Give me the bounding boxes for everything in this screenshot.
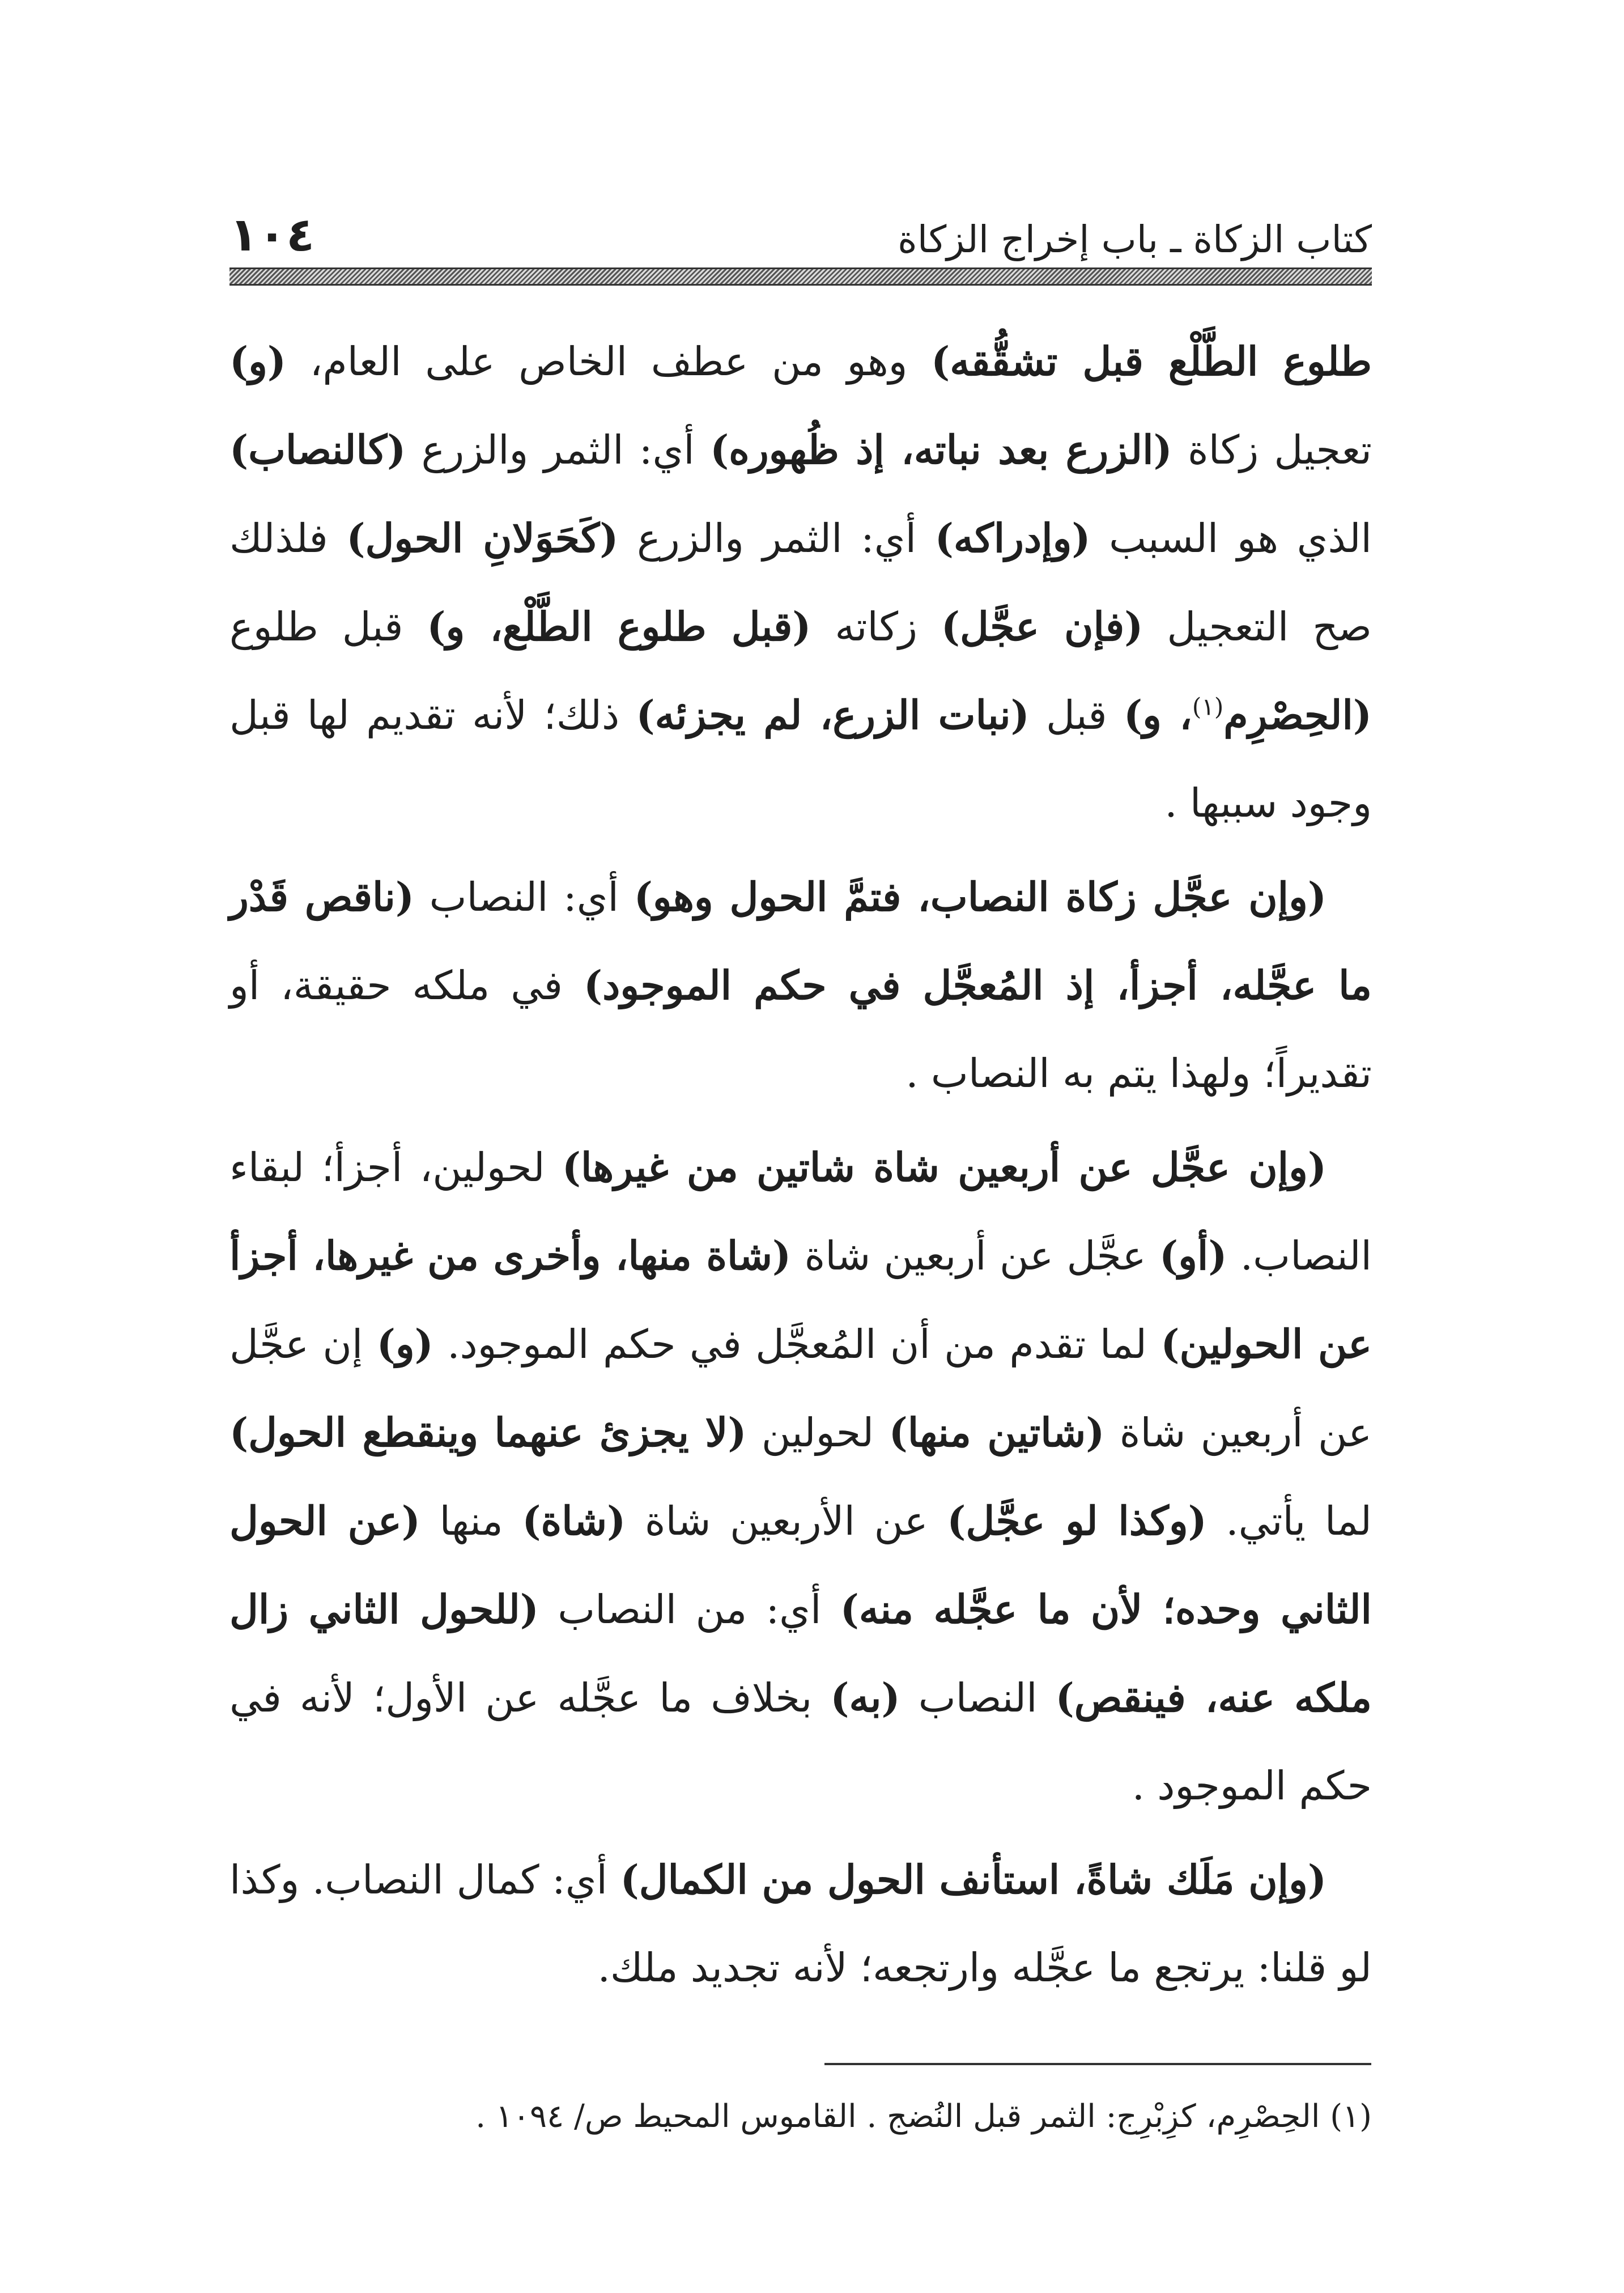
matn-text: (للحول الثاني زال ملكه عنه، فينقص) <box>229 1586 1372 1721</box>
commentary-text: تعجيل زكاة <box>1172 427 1372 473</box>
paragraph <box>229 1123 1372 1830</box>
commentary-text: وهو من عطف الخاص على العام، <box>286 338 932 385</box>
matn-text: (وإن مَلَك شاةً، استأنف الحول من الكمال) <box>620 1856 1327 1903</box>
main-text <box>229 317 1372 2018</box>
commentary-text: أي: من النصاب <box>538 1586 840 1633</box>
matn-text: (أو) <box>1159 1232 1227 1279</box>
commentary-text: عن الأربعين شاة <box>626 1498 947 1544</box>
commentary-text: قبل <box>1029 692 1124 738</box>
header-rule <box>229 267 1372 286</box>
commentary-text: لما يأتي. <box>1206 1498 1372 1544</box>
matn-text: (الزرع بعد نباته، إذ ظُهوره) <box>710 426 1172 473</box>
footnote: (١) الحِصْرِم، كزِبْرِج: الثمر قبل النُضج . القاموس المحيط ص/ ١٠٩٤ . <box>475 2098 1372 2135</box>
running-title: كتاب الزكاة ـ باب إخراج الزكاة <box>898 218 1372 262</box>
commentary-text: أي: الثمر والزرع <box>406 427 711 473</box>
matn-text: (شاة منها، وأخرى من غيرها، أجزأ عن الحولين) <box>229 1232 1372 1368</box>
matn-text: (كالنصاب) <box>229 426 406 473</box>
matn-text: (شاتين منها) <box>888 1409 1105 1456</box>
matn-text: ، و) <box>1123 691 1192 738</box>
matn-text: (وإن عجَّل زكاة النصاب، فتمَّ الحول وهو) <box>634 873 1327 920</box>
commentary-text: ذلك؛ لأنه تقديم لها قبل وجود سببها . <box>229 692 1372 826</box>
commentary-text: لما تقدم من أن المُعجَّل في حكم الموجود. <box>433 1321 1161 1368</box>
commentary-text: أي: الثمر والزرع <box>618 515 935 562</box>
matn-text: (فإن عجَّل) <box>941 603 1143 650</box>
commentary-text: قبل طلوع <box>229 604 427 650</box>
matn-text: (به) <box>830 1674 900 1721</box>
matn-text: (كَحَوَلانِ الحول) <box>346 515 619 562</box>
commentary-text: لحولين، أجزأ؛ لبقاء النصاب. <box>229 1144 1372 1279</box>
commentary-text: أي: كمال النصاب. وكذا لو قلنا: يرتجع ما عجَّله وارتجعه؛ لأنه تجديد ملك. <box>229 1857 1372 1991</box>
commentary-text: إن عجَّل عن أربعين شاة <box>229 1321 1372 1456</box>
matn-text: طلوع الطَّلْع قبل تشقُّقه) <box>931 338 1372 385</box>
matn-text: (عن الحول الثاني وحده؛ لأن ما عجَّله منه) <box>229 1497 1372 1633</box>
commentary-text: منها <box>420 1498 522 1544</box>
commentary-text: لحولين <box>746 1409 889 1456</box>
commentary-text: زكاته <box>811 604 941 650</box>
paragraph <box>229 317 1372 847</box>
footnote-rule <box>824 2063 1371 2065</box>
matn-text: (نبات الزرع، لم يجزئه) <box>636 691 1030 738</box>
matn-text: (وإن عجَّل عن أربعين شاة شاتين من غيرها) <box>562 1144 1327 1191</box>
commentary-text: بخلاف ما عجَّله عن الأول؛ لأنه في حكم الموجود . <box>229 1675 1372 1809</box>
matn-text: (لا يجزئ عنهما وينقطع الحول) <box>229 1409 747 1456</box>
matn-text: (و) <box>229 338 287 385</box>
matn-text: (الحِصْرِم <box>1223 691 1372 738</box>
commentary-text: في ملكه حقيقة، أو تقديراً؛ ولهذا يتم به النصاب . <box>229 962 1372 1097</box>
matn-text: (و) <box>376 1320 433 1368</box>
commentary-text: فلذلك صح التعجيل <box>229 515 1372 650</box>
matn-text: (شاة) <box>522 1497 626 1544</box>
matn-text: (وإدراكه) <box>934 515 1091 562</box>
commentary-text: النصاب <box>900 1675 1056 1721</box>
matn-text: (وكذا لو عجَّل) <box>947 1497 1207 1544</box>
commentary-text: أي: النصاب <box>414 874 634 920</box>
page-number: ١٠٤ <box>229 207 315 262</box>
matn-text: (قبل طلوع الطَّلْع، و) <box>427 603 811 650</box>
commentary-text: الذي هو السبب <box>1090 515 1372 562</box>
commentary-text: عجَّل عن أربعين شاة <box>791 1233 1159 1279</box>
matn-text: (ناقص قَدْر ما عجَّله، أجزأ، إذ المُعجَّل في حكم الموجود) <box>229 873 1372 1009</box>
running-header <box>229 198 1372 261</box>
paragraph <box>229 1836 1372 2012</box>
paragraph <box>229 853 1372 1118</box>
footnote-reference: (١) <box>1192 693 1224 721</box>
